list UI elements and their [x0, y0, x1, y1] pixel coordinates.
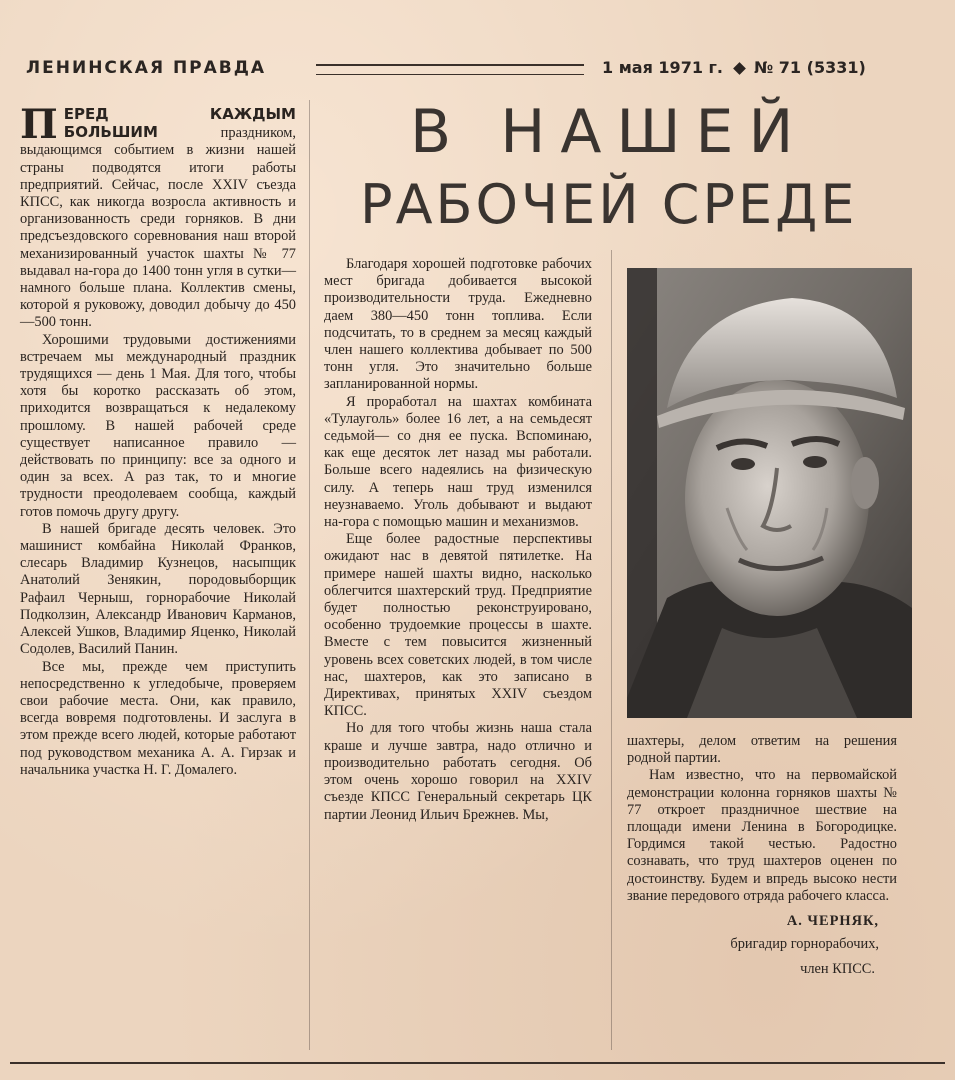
issue-date: 1 мая 1971 г.: [602, 58, 723, 77]
author-name: А. ЧЕРНЯК,: [786, 913, 879, 930]
lead-paragraph: [20, 101, 296, 332]
author-role: бригадир горнорабочих,: [730, 936, 879, 953]
article-column-1: [20, 101, 296, 779]
issue-number: № 71 (5331): [753, 58, 866, 77]
article-column-3: [627, 733, 897, 979]
article-paragraph: Еще более радостные перспективы ожидают нас в девятой пятилетке. На примере нашей шахты видно, насколько облегчится шахтерский труд. Предприятие будет полностью реконструировано, особенно трудоемкие процессы в шахте. Вместе с тем повысится жизненный уровень всех советских людей, в том числе нас, шахтеров, как это записано в Директивах, принятых XXIV съездом КПСС.: [324, 531, 592, 720]
article-paragraph: шахтеры, делом ответим на решения родной партии.: [627, 733, 897, 767]
article-paragraph: Благодаря хорошей подготовке рабочих мест бригада добивается высокой производительности труда. Ежедневно даем 380—450 тонн топлива. Если подсчитать, то в среднем за месяц каждый член нашего коллектива добывает по 500 тонн угля. Это значительно больше запланированной нормы.: [324, 256, 592, 393]
bottom-rule: [10, 1062, 945, 1064]
article-column-2: [324, 256, 592, 824]
lead-text: праздником, выдающимся событием в жизни нашей страны подводятся итоги работы предприятий. Сейчас, после XXIV съезда КПСС, как никогда возросла активность и организованность среди горняков. В дни предсъездовского соревнования наш второй механизированный участок шахты № 77 выдавал на-гора до 1400 тонн угля в сутки—намного больше плана. Коллектив смены, которой я руковожу, доводил добычу до 450—500 тонн.: [20, 125, 296, 331]
portrait-illustration: [627, 268, 912, 718]
masthead-date-issue: [602, 58, 866, 77]
headline-line-2: РАБОЧЕЙ СРЕДЕ: [360, 173, 858, 236]
article-paragraph: Но для того чтобы жизнь наша стала краше и лучше завтра, надо отлично и производительно работать сегодня. Об этом очень хорошо говорил на XXIV съезде КПСС Генеральный секретарь ЦК партии Леонид Ильич Брежнев. Мы,: [324, 720, 592, 823]
column-divider: [611, 250, 612, 1050]
newspaper-name: ЛЕНИНСКАЯ ПРАВДА: [26, 58, 267, 78]
masthead-rule: [316, 64, 584, 75]
article-paragraph: Хорошими трудовыми достижениями встречаем мы международный праздник трудящихся — день 1 Мая. Для того, чтобы хотя бы коротко рассказать об этом, приходится возвращаться к недалекому прошлому. В нашей рабочей среде существует написанное правило — действовать по принципу: все за одного и один за всех. А раз так, то и многие трудности преодолеваем сообща, каждый готов помочь другу другу.: [20, 331, 296, 520]
drop-cap: П: [20, 101, 58, 148]
diamond-icon: [733, 62, 746, 75]
column-divider: [309, 100, 310, 1050]
article-paragraph: Все мы, прежде чем приступить непосредственно к угледобыче, проверяем свои рабочие места. Они, как правило, всегда вовремя подготовлены. И заслуга в этом прежде всего людей, которые работают под руководством механика А. А. Гирзак и начальника участка Н. Г. Домалего.: [20, 658, 296, 778]
headline-line-1: В НАШЕЙ: [410, 97, 809, 167]
article-paragraph: В нашей бригаде десять человек. Это машинист комбайна Николай Франков, слесарь Владимир Кузнецов, насыпщик Анатолий Зенякин, породовыборщик Рафаил Черныш, горнорабочие Николай Подколзин, Александр Иванович Карманов, Алексей Ушков, Владимир Яценко, Николай Содолев, Василий Панин.: [20, 520, 296, 658]
miner-portrait-photo: [627, 268, 912, 718]
article-paragraph: Нам известно, что на первомайской демонстрации колонна горняков шахты № 77 откроет праздничное шествие на площади имени Ленина в Богородицке. Гордимся такой честью. Радостно сознавать, что труд шахтеров оценен по достоинству. Будем и впредь высоко нести звание передового отряда рабочего класса.: [627, 767, 897, 904]
lead-caps: ЕРЕД КАЖДЫМ БОЛЬШИМ: [63, 105, 296, 142]
article-paragraph: Я проработал на шахтах комбината «Тулауголь» более 16 лет, а на семьдесят седьмой— со дня ее пуска. Вспоминаю, как еще десяток лет назад мы работали. Больше всего надеялись на физическую силу. А теперь наш труд изменился неузнаваемо. Уголь добывают и выдают на-гора с помощью машин и механизмов.: [324, 393, 592, 531]
author-party: член КПСС.: [800, 961, 875, 978]
